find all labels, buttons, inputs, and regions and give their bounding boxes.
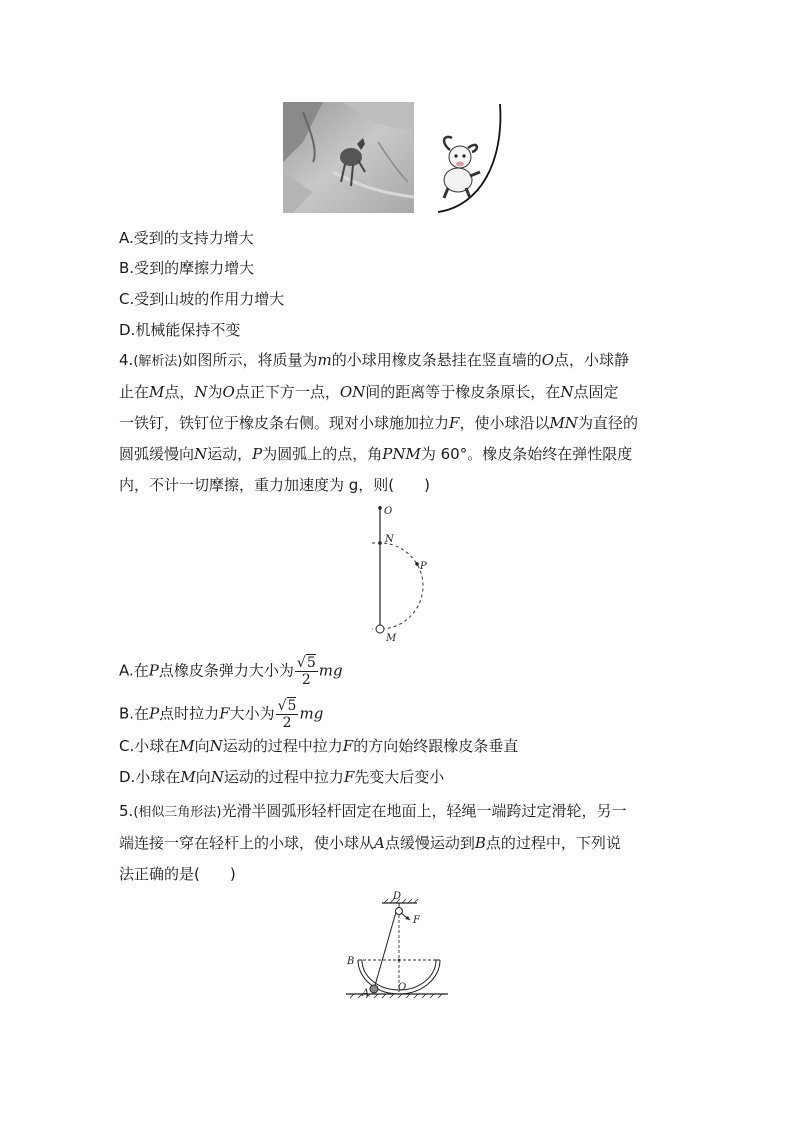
- label-p: P: [420, 561, 427, 572]
- label-b: B: [347, 956, 355, 967]
- label-m: M: [386, 633, 397, 644]
- question-4-text: 4.(解析法)如图所示，将质量为m的小球用橡皮条悬挂在竖直墙的O点，小球静 止在M点，N为O点正下方一点，ON间的距离等于橡皮条原长，在N点固定 一铁钉，铁钉位于橡皮条右侧。现对小球施加拉力F，使小球沿以MN为直径的 圆弧缓慢向N运动，P为圆弧上的点，角PNM为 60°。橡皮条始终在弹性限度 内，不计一切摩擦，重力加速度为 g，则( ): [119, 351, 638, 494]
- option-text: 受到的摩擦力增大: [134, 259, 255, 277]
- label-a: A: [362, 988, 370, 999]
- option-letter: B.: [119, 259, 135, 277]
- option-d: [119, 320, 240, 340]
- goat-icon: [444, 137, 480, 198]
- label-o: O: [384, 506, 393, 517]
- option-letter: A.: [119, 229, 134, 247]
- label-d: D: [393, 891, 402, 902]
- fraction-sqrt5-over-2: $\frac{√5}{2}$: [277, 698, 297, 731]
- goat-cliff-photo: [283, 102, 414, 213]
- label-n: N: [385, 534, 394, 545]
- option-b: [119, 258, 254, 278]
- question-5-text: 5.(相似三角形法)光滑半圆弧形轻杆固定在地面上，轻绳一端跨过定滑轮，另一 端连接一穿在轻杆上的小球，使小球从A点缓慢运动到B点的过程中，下列说 法正确的是( ): [119, 802, 627, 883]
- label-o: O: [398, 982, 407, 993]
- q4-option-b: B.在P点时拉力F大小为 $\frac{√5}{2}$ mg: [119, 698, 324, 731]
- option-c: [119, 289, 284, 309]
- option-text: 机械能保持不变: [135, 321, 241, 339]
- option-text: 受到山坡的作用力增大: [134, 290, 285, 308]
- option-letter: D.: [119, 321, 136, 339]
- cartoon-goat-slope-figure: [430, 102, 510, 214]
- fraction-sqrt5-over-2: $\frac{√5}{2}$: [296, 655, 316, 688]
- q4-option-a: A.在P点橡皮条弹力大小为 $\frac{√5}{2}$ mg: [119, 655, 343, 688]
- q4-option-d: D.小球在M向N运动的过程中拉力F先变大后变小: [119, 768, 445, 786]
- option-text: 受到的支持力增大: [133, 229, 254, 247]
- q4-option-c: C.小球在M向N运动的过程中拉力F的方向始终跟橡皮条垂直: [119, 737, 519, 755]
- rubber-band-arc-diagram: [360, 503, 440, 645]
- option-a: [119, 228, 254, 248]
- label-f: F: [413, 915, 420, 926]
- option-letter: C.: [119, 290, 135, 308]
- semicircle-pulley-diagram: [342, 890, 452, 1004]
